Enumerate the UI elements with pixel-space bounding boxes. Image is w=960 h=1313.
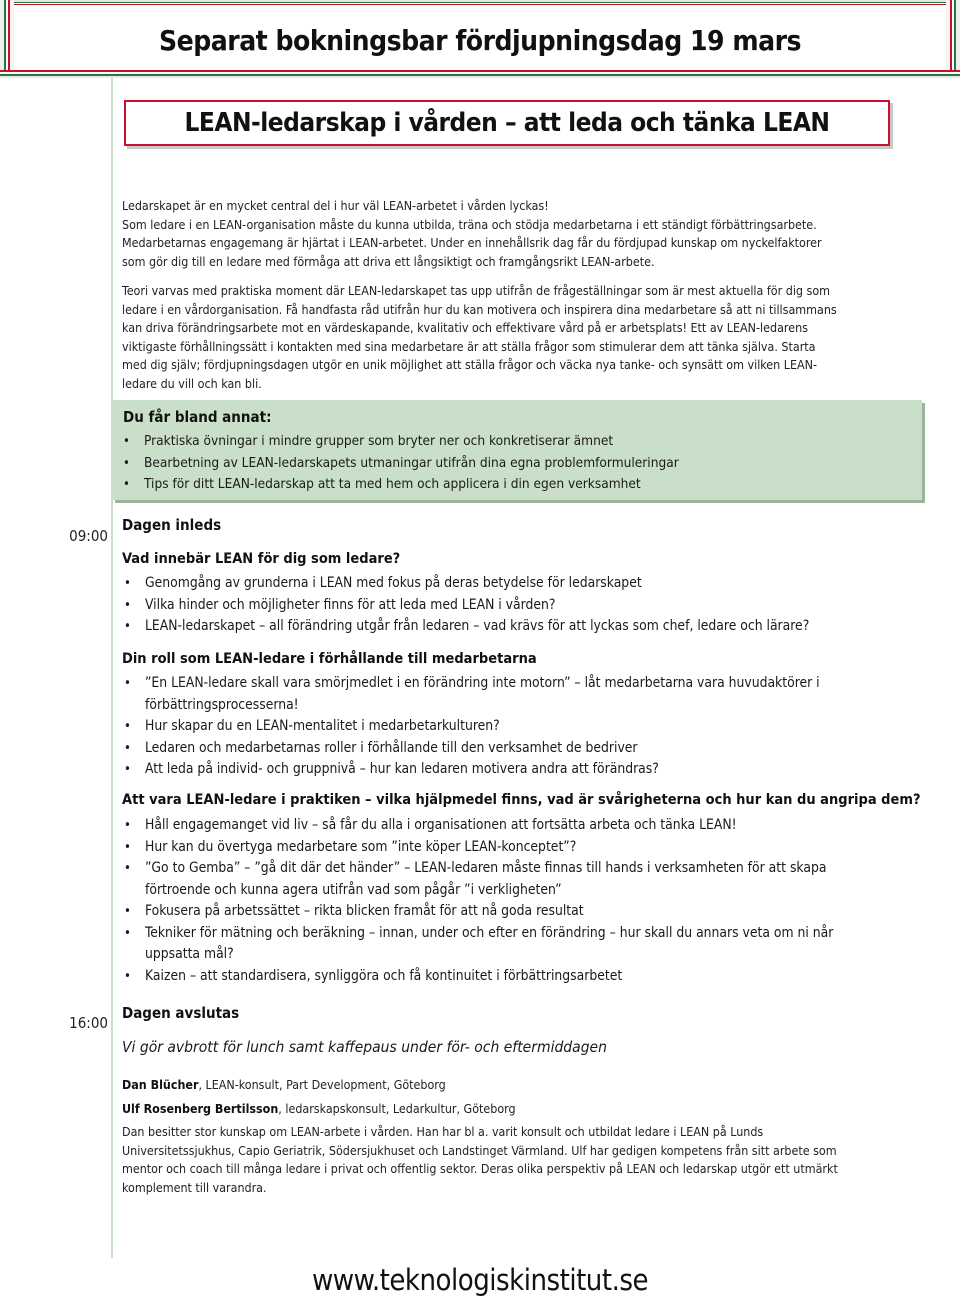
list-item: • Kaizen – att standardisera, synliggöra och få kontinuitet i förbättringsarbetet xyxy=(122,966,842,988)
speakers-block xyxy=(122,1076,842,1197)
speaker-name: Dan Blücher xyxy=(122,1077,199,1092)
list-item: • ”En LEAN-ledare skall vara smörjmedlet i en förändring inte motorn” – låt medarbetarna vara huvudaktörer i förbättringsprocesserna! xyxy=(122,673,842,716)
header-stripe-bottom xyxy=(0,70,960,78)
highlights-list xyxy=(121,431,911,496)
intro-text xyxy=(122,197,842,404)
list-item: • Hur kan du övertyga medarbetare som ”inte köper LEAN-konceptet”? xyxy=(122,837,842,859)
highlights-box xyxy=(112,400,922,500)
start-time: 09:00 xyxy=(69,527,108,545)
end-time: 16:00 xyxy=(69,1014,108,1032)
page-title: Separat bokningsbar fördjupningsdag 19 mars xyxy=(159,24,801,57)
intro-line: Ledarskapet är en mycket central del i hur väl LEAN-arbetet i vården lyckas! xyxy=(122,198,549,213)
course-title: LEAN-ledarskap i vården – att leda och tänka LEAN xyxy=(184,108,830,138)
list-item: • Tekniker för mätning och beräkning – innan, under och efter en förändring – hur skall du annars veta om ni når uppsatta mål? xyxy=(122,923,842,966)
header-frame xyxy=(0,0,960,78)
section-1-title: Vad innebär LEAN för dig som ledare? xyxy=(122,551,401,567)
speaker-name: Ulf Rosenberg Bertilsson xyxy=(122,1100,279,1116)
list-item: • ”Go to Gemba” – ”gå dit där det händer” – LEAN-ledaren måste finnas till hands i verksamheten för att skapa förtroende och kunna agera utifrån vad som pågår ”i verkligheten” xyxy=(122,858,842,901)
list-item: • Att leda på individ- och gruppnivå – hur kan ledaren motivera andra att förändras? xyxy=(122,759,842,781)
list-item: • Ledaren och medarbetarnas roller i förhållande till den verksamhet de bedriver xyxy=(122,738,842,760)
list-item: • Genomgång av grunderna i LEAN med fokus på deras betydelse för ledarskapet xyxy=(122,573,842,595)
timeline-rule xyxy=(111,78,113,1258)
speaker-bio: Dan besitter stor kunskap om LEAN-arbete i vården. Han har bl a. varit konsult och utbildat ledare i LEAN på Lunds Universitetssjukhus, Capio Geriatrik, Södersjukhuset och Landstinget Värmland. Ulf har gedigen kompetens från sitt arbete som mentor och coach till många ledare i privat och offentlig sektor. Deras olika perspektiv på LEAN och ledarskap utgör ett utmärkt komplement till varandra. xyxy=(122,1124,838,1195)
speaker-role: , ledarskapskonsult, Ledarkultur, Göteborg xyxy=(278,1100,516,1116)
list-item: • Fokusera på arbetssättet – rikta blicken framåt för att nå goda resultat xyxy=(122,901,842,923)
section-3-title: Att vara LEAN-ledare i praktiken – vilka hjälpmedel finns, vad är svårigheterna och hur kan du angripa dem? xyxy=(122,792,921,808)
course-title-box xyxy=(124,100,890,146)
list-item: • Vilka hinder och möjligheter finns för att leda med LEAN i vården? xyxy=(122,595,842,617)
list-item: • Håll engagemanget vid liv – så får du alla i organisationen att fortsätta arbeta och tänka LEAN! xyxy=(122,815,842,837)
speaker-2 xyxy=(122,1100,842,1119)
section-3-list xyxy=(122,815,842,987)
list-item: • LEAN-ledarskapet – all förändring utgår från ledaren – vad krävs för att lyckas som chef, ledare och lärare? xyxy=(122,616,842,638)
highlights-title: Du får bland annat: xyxy=(123,408,272,426)
list-item: • Bearbetning av LEAN-ledarskapets utmaningar utifrån dina egna problemformuleringar xyxy=(121,453,911,475)
list-item: • Hur skapar du en LEAN-mentalitet i medarbetarkulturen? xyxy=(122,716,842,738)
intro-paragraph-2: Teori varvas med praktiska moment där LEAN-ledarskapet tas upp utifrån de frågeställningar som är mest aktuella för dig som ledare i en vårdorganisation. Få handfasta råd utifrån hur du kan motivera och inspirera dina medarbetare så att ni tillsammans kan driva förändringsarbete mot en värdeskapande, kvalitativ och effektivare vård på er arbetsplats! Ett av LEAN-ledarens viktigaste förhållningssätt i kontakten med sina medarbetare är att ställa frågor som stimulerar dem att tänka själva. Starta med dig själv; fördjupningsdagen utgör en unik möjlighet att ställa frågor och väcka nya tanke- och synsätt om vilken LEAN-ledare du vill och kan bli. xyxy=(122,283,837,391)
break-note: Vi gör avbrott för lunch samt kaffepaus under för- och eftermiddagen xyxy=(122,1038,607,1056)
end-label: Dagen avslutas xyxy=(122,1004,240,1022)
start-label: Dagen inleds xyxy=(122,516,222,534)
list-item: • Tips för ditt LEAN-ledarskap att ta med hem och applicera i din egen verksamhet xyxy=(121,474,911,496)
section-1-list xyxy=(122,573,842,638)
speaker-role: , LEAN-konsult, Part Development, Göteborg xyxy=(198,1077,446,1092)
intro-paragraph-1 xyxy=(122,197,842,271)
section-2-title: Din roll som LEAN-ledare i förhållande till medarbetarna xyxy=(122,651,537,667)
intro-line: Som ledare i en LEAN-organisation måste du kunna utbilda, träna och stödja medarbetarna i ett ständigt förbättringsarbete. xyxy=(122,216,817,232)
speaker-1 xyxy=(122,1076,842,1095)
section-2-list xyxy=(122,673,842,781)
header-stripe-top xyxy=(0,0,960,6)
list-item: • Praktiska övningar i mindre grupper som bryter ner och konkretiserar ämnet xyxy=(121,431,911,453)
footer-url[interactable]: www.teknologiskinstitut.se xyxy=(311,1263,649,1297)
intro-line: Medarbetarnas engagemang är hjärtat i LEAN-arbetet. Under en innehållsrik dag får du fördjupad kunskap om nyckelfaktorer som gör dig till en ledare med förmåga att driva ett långsiktigt och framgångsrikt LEAN-arbete. xyxy=(122,235,822,269)
